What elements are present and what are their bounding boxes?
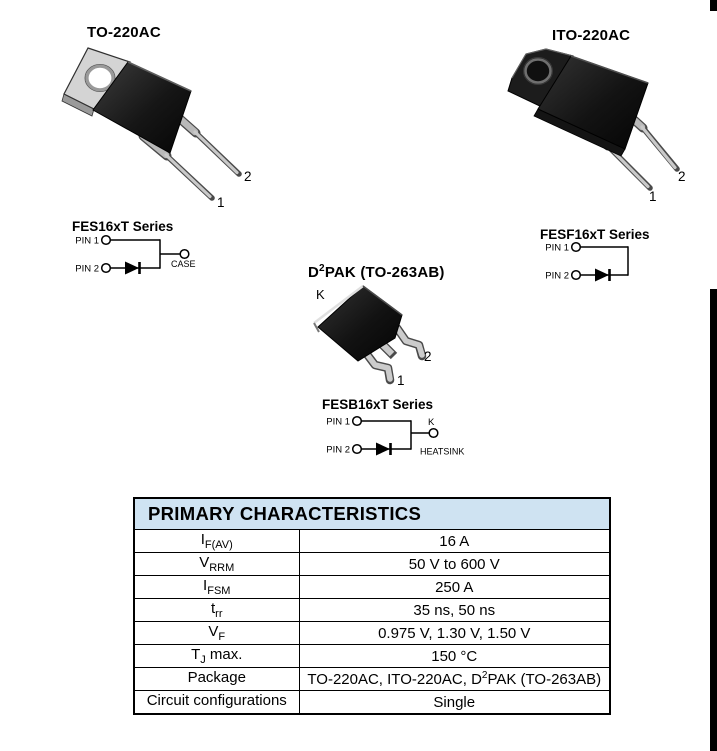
param-cell: Package [134, 668, 299, 691]
fesf-diode-anode [595, 269, 609, 282]
fesf-series-title: FESF16xT Series [540, 227, 650, 242]
fesb-series-title: FESB16xT Series [322, 397, 434, 412]
table-row [134, 553, 610, 576]
table-row [134, 645, 610, 668]
ito220-lead2-label: 2 [678, 169, 686, 184]
fes-pin1-terminal [102, 236, 111, 245]
fesf-pin2-terminal [572, 271, 581, 280]
table-header-row [134, 498, 610, 530]
param-cell: $I_{FSM}$ [134, 576, 299, 599]
table-row [134, 599, 610, 622]
fesb-pin1-label: PIN 1 [326, 416, 350, 428]
primary-characteristics-table [133, 497, 611, 715]
d2pak-package-title [308, 263, 445, 281]
fesb-heatsink-terminal [429, 429, 438, 438]
d2pak-k-label: K [316, 287, 325, 302]
fes-case-terminal [180, 250, 189, 259]
to220-lead1-label: 1 [217, 195, 225, 210]
value-cell: 16 A [299, 530, 610, 553]
d2pak-title-post: PAK (TO-263AB) [324, 264, 445, 281]
fesf-schematic [536, 239, 717, 291]
fesf-pin1-terminal [572, 243, 581, 252]
d2pak-title-sup: 2 [319, 263, 325, 274]
fes-pin1-label: PIN 1 [75, 235, 99, 247]
fes-schematic [66, 232, 256, 284]
fes-pin2-terminal [102, 264, 111, 273]
value-cell: TO-220AC, ITO-220AC, $D^2PAK$ (TO-263AB) [299, 668, 610, 691]
param-cell: Circuit configurations [134, 691, 299, 715]
value-cell: 35 ns, 50 ns [299, 599, 610, 622]
ito220-package-title: ITO-220AC [552, 27, 631, 44]
to220-package-title: TO-220AC [87, 24, 161, 41]
ito220-mounting-hole [526, 60, 551, 83]
fesf-pin2-label: PIN 2 [545, 270, 569, 282]
table-row [134, 622, 610, 645]
fes-series-title: FES16xT Series [72, 219, 174, 234]
value-cell: 150 °C [299, 645, 610, 668]
fesf-pin1-label: PIN 1 [545, 242, 569, 254]
table-row [134, 576, 610, 599]
param-cell: $V_F$ [134, 622, 299, 645]
to220-lead2-label: 2 [244, 169, 252, 184]
param-cell: $V_{RRM}$ [134, 553, 299, 576]
d2pak-title-pre: D [308, 264, 320, 281]
d2pak-lead-1 [366, 353, 390, 380]
to220-lead-1 [143, 136, 212, 198]
table-row [134, 691, 610, 715]
page-edge-bar-right [710, 289, 717, 751]
value-cell: Single [299, 691, 610, 715]
fes-case-label: CASE [171, 259, 196, 269]
ito220-package-drawing [498, 45, 703, 210]
fes-pin2-label: PIN 2 [75, 263, 99, 275]
table-row [134, 530, 610, 553]
fesb-diode-anode [376, 443, 390, 456]
d2pak-lead-2 [397, 328, 422, 356]
param-cell: $I_{F(AV)}$ [134, 530, 299, 553]
d2pak-lead1-label: 1 [397, 373, 405, 388]
value-cell: 250 A [299, 576, 610, 599]
ito220-lead1-label: 1 [649, 189, 657, 204]
param-cell: $T_J$ max. [134, 645, 299, 668]
fesb-pin2-terminal [353, 445, 362, 454]
fesb-pin1-terminal [353, 417, 362, 426]
param-cell: $t_{rr}$ [134, 599, 299, 622]
fesb-schematic [317, 413, 507, 465]
to220-package-drawing [58, 45, 263, 215]
fesb-pin2-label: PIN 2 [326, 444, 350, 456]
value-cell: 50 V to 600 V [299, 553, 610, 576]
to220-mounting-hole [87, 66, 113, 90]
d2pak-lead2-label: 2 [424, 349, 432, 364]
fesb-k-label: K [428, 417, 435, 428]
page-edge-mark-top [710, 0, 717, 11]
fesb-heatsink-label: HEATSINK [420, 446, 465, 457]
table-row [134, 668, 610, 691]
d2pak-package-drawing [303, 282, 468, 397]
table-title: PRIMARY CHARACTERISTICS [134, 498, 610, 530]
fes-diode-anode [125, 262, 139, 275]
value-cell: 0.975 V, 1.30 V, 1.50 V [299, 622, 610, 645]
